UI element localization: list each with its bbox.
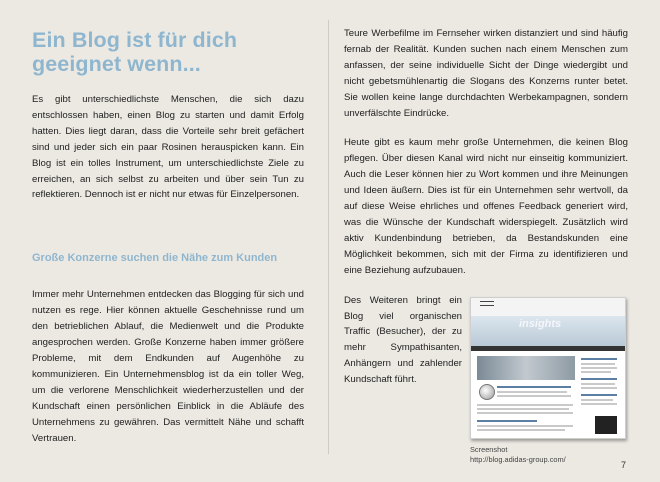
- football-icon: [479, 384, 495, 400]
- screenshot-text-line: [477, 412, 573, 414]
- screenshot-text-line: [497, 395, 571, 397]
- right-bottom-block: [344, 293, 628, 463]
- screenshot-sidebar-line: [581, 394, 617, 396]
- screenshot-hero-image: [477, 356, 575, 380]
- screenshot-nav-bar: [471, 346, 625, 351]
- blog-screenshot-image: [470, 297, 626, 439]
- screenshot-text-line: [477, 408, 569, 410]
- right-column: [344, 26, 628, 463]
- adidas-logo-icon: [480, 301, 494, 306]
- screenshot-text-line: [477, 425, 573, 427]
- page-title: Ein Blog ist für dich geeignet wenn...: [32, 28, 238, 76]
- screenshot-sidebar-line: [581, 358, 617, 360]
- caption-url: http://blog.adidas-group.com/: [470, 454, 566, 464]
- section-paragraph: Immer mehr Unternehmen entdecken das Blogging für sich und nutzen es rege. Hier können aktuelle Geschehnisse rund um den betrieblichen Ablauf, die Medienwelt und die Produkte angesprochen werden. Große Konzerne haben immer größere Probleme, mit dem Endkunden auf Augenhöhe zu kommunizieren. Ein Unternehmensblog ist da ein toller Weg, um die verlorene Menschlichkeit wiederherzustellen und der Kundschaft einen persönlichen Einblick in die Abläufe des Unternehmens zu gewähren. Das vermittelt Nähe und schafft Vertrauen.: [32, 289, 304, 444]
- caption-label: Screenshot: [470, 444, 508, 454]
- screenshot-figure: [470, 297, 624, 465]
- screenshot-sidebar-line: [581, 387, 617, 389]
- screenshot-header: [471, 298, 625, 317]
- screenshot-caption: [470, 445, 624, 465]
- screenshot-text-line: [497, 391, 567, 393]
- screenshot-sidebar-line: [581, 367, 617, 369]
- screenshot-text-line: [477, 420, 537, 422]
- right-paragraph-3: Des Weiteren bringt ein Blog viel organischen Traffic (Besucher), der zu mehr Sympathisanten, Anhängern und zahlender Kundschaft führt.: [344, 294, 462, 386]
- intro-paragraph: Es gibt unterschiedlichste Menschen, die sich dazu entschlossen haben, einen Blog zu starten und damit Erfolg hatten. Dies liegt daran, dass die Vorteile sehr breit gefächert sind und jeder sich ein paar Rosinen herauspicken kann. Ein Blog ist ein tolles Instrument, um unterschiedlichste Ziele zu erreichen, an sich selbst zu arbeiten und über sein Tun zu reflektieren. Dennoch ist er nicht nur etwas für Einzelpersonen.: [32, 94, 304, 201]
- screenshot-sidebar-line: [581, 378, 617, 380]
- screenshot-text-line: [477, 429, 565, 431]
- screenshot-banner: [471, 316, 625, 346]
- screenshot-portrait-image: [595, 416, 617, 434]
- screenshot-text-line: [497, 386, 571, 388]
- screenshot-text-line: [477, 404, 573, 406]
- column-divider: [328, 20, 329, 454]
- right-paragraph-2: Heute gibt es kaum mehr große Unternehmen, die keinen Blog pflegen. Über diesen Kanal wird nicht nur einseitig kommuniziert. Auch die Leser können hier zu Wort kommen und ihre Meinungen und Ideen äußern. Dies ist für ein Unternehmen sehr wertvoll, da auf diese Weise ehrliches und offenes Feedback generiert wird, was die Wünsche der Kundschaft widerspiegelt. Zusätzlich wird aktiv Kundenbindung betrieben, da Bestandskunden eine Möglichkeit bekommen, sich mit der Firma zu identifizieren und eine Beziehung aufzubauen.: [344, 137, 628, 276]
- right-paragraph-1: Teure Werbefilme im Fernseher wirken distanziert und sind häufig fernab der Realität. Kunden suchen nach einem Menschen zum anfassen, der seine individuelle Sicht der Dinge wiedergibt und nicht gebetsmühlenartig die Slogans des Konzerns runter betet. Sie wollen keine lange durchdachten Werbekampagnen, sondern unverfälschte Eindrücke.: [344, 28, 628, 119]
- screenshot-sidebar-line: [581, 383, 615, 385]
- screenshot-sidebar-line: [581, 399, 613, 401]
- section-heading: Große Konzerne suchen die Nähe zum Kunden: [32, 252, 278, 265]
- page-number: 7: [620, 460, 626, 470]
- screenshot-sidebar-line: [581, 363, 615, 365]
- screenshot-sidebar-line: [581, 371, 611, 373]
- screenshot-banner-text: insights: [519, 317, 562, 330]
- left-column: [32, 28, 304, 446]
- screenshot-sidebar-line: [581, 403, 617, 405]
